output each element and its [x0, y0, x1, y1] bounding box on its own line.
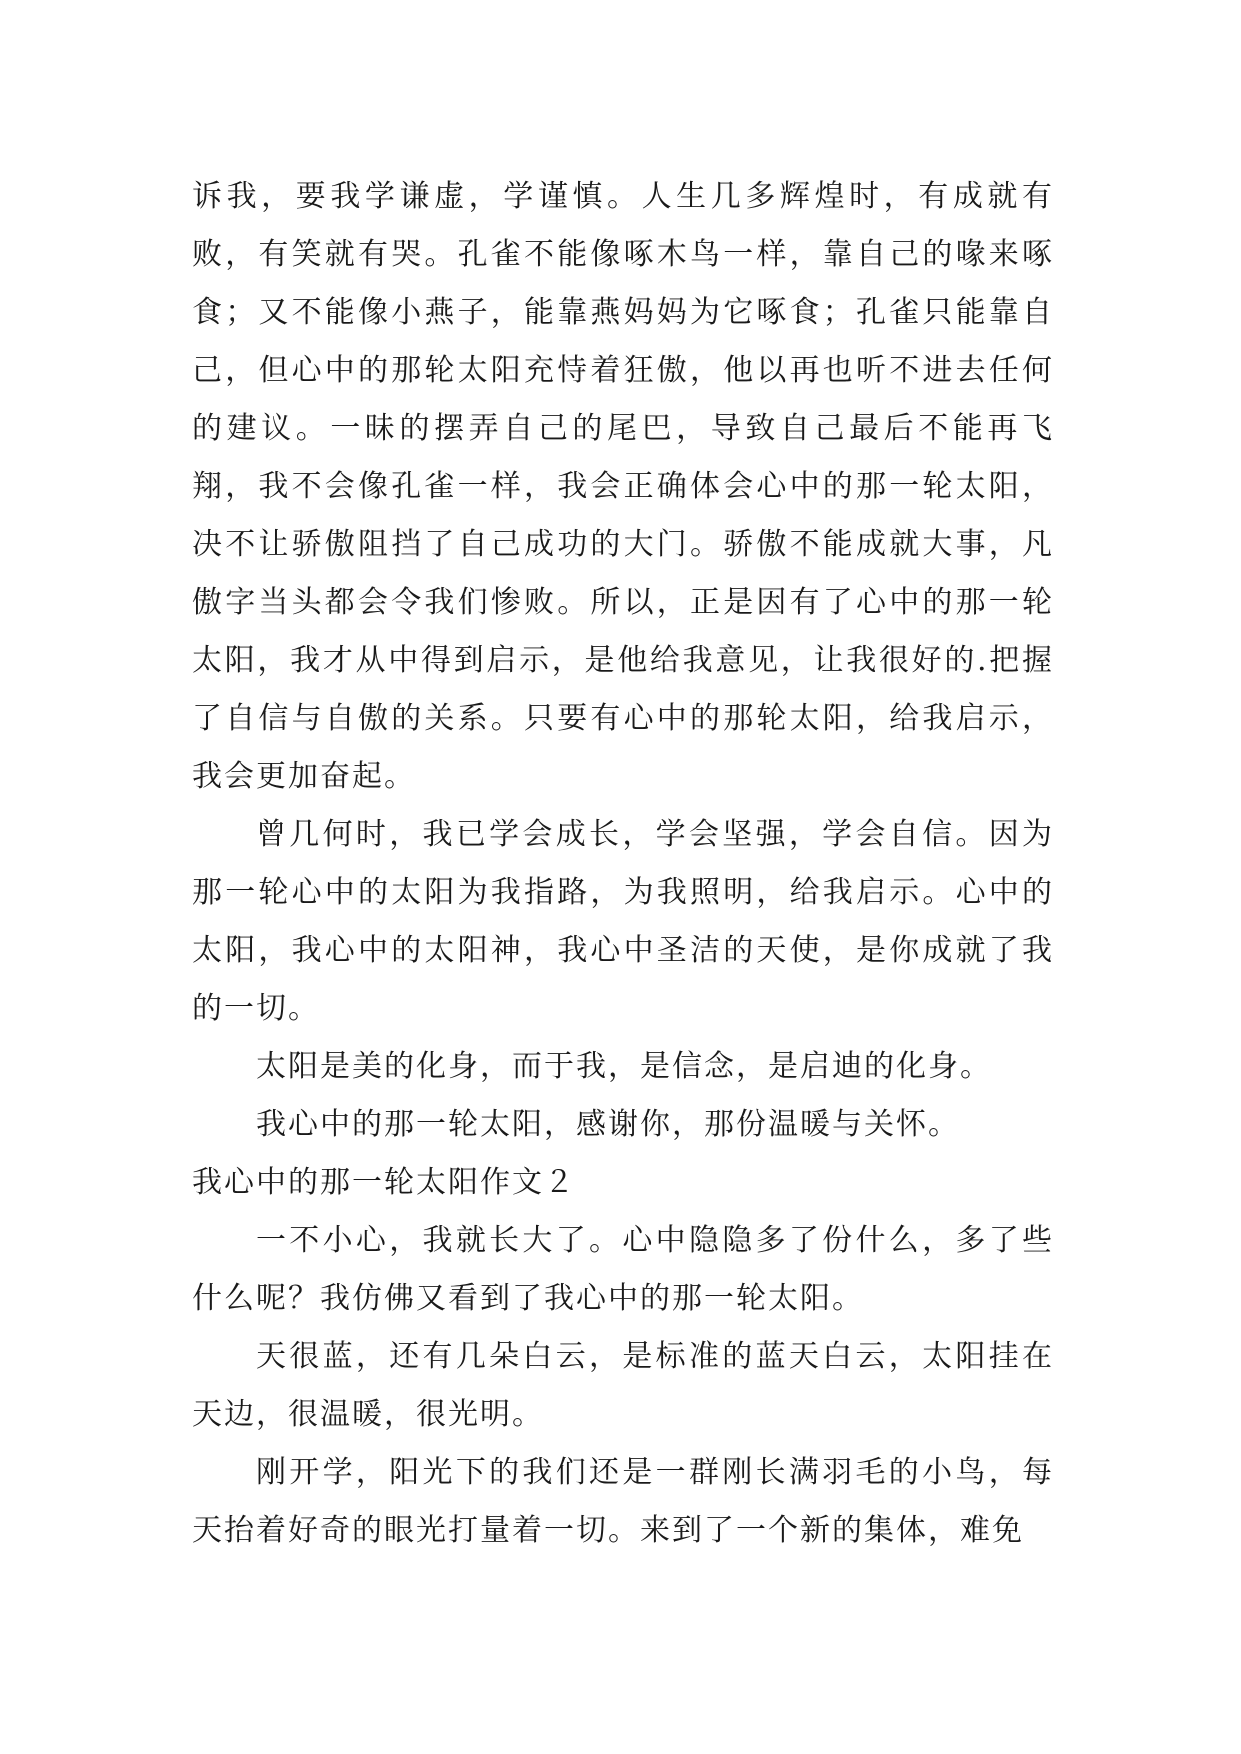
paragraph: 天很蓝，还有几朵白云，是标准的蓝天白云，太阳挂在天边，很温暖，很光明。: [192, 1339, 1054, 1432]
paragraph: 我心中的那一轮太阳，感谢你，那份温暖与关怀。: [256, 1107, 960, 1142]
paragraph-continuation: 诉我，要我学谦虚，学谨慎。人生几多辉煌时，有成就有败，有笑就有哭。孔雀不能像啄木鸟一样，靠自己的喙来啄食；又不能像小燕子，能靠燕妈妈为它啄食；孔雀只能靠自己，但心中的那轮太阳充恃着狂傲，他以再也听不进去任何的建议。一昧的摆弄自己的尾巴，导致自己最后不能再飞翔，我不会像孔雀一样，我会正确体会心中的那一轮太阳，决不让骄傲阻挡了自己成功的大门。骄傲不能成就大事，凡傲字当头都会令我们惨败。所以，正是因有了心中的那一轮太阳，我才从中得到启示，是他给我意见，让我很好的.把握了自信与自傲的关系。只要有心中的那轮太阳，给我启示，我会更加奋起。: [192, 179, 1054, 794]
paragraph: 太阳是美的化身，而于我，是信念，是启迪的化身。: [256, 1049, 992, 1084]
document-body: [192, 168, 1054, 1560]
paragraph: 曾几何时，我已学会成长，学会坚强，学会自信。因为那一轮心中的太阳为我指路，为我照明，给我启示。心中的太阳，我心中的太阳神，我心中圣洁的天使，是你成就了我的一切。: [192, 817, 1054, 1026]
section-heading: 我心中的那一轮太阳作文２: [192, 1165, 576, 1200]
paragraph: 刚开学，阳光下的我们还是一群刚长满羽毛的小鸟，每天抬着好奇的眼光打量着一切。来到了一个新的集体，难免: [192, 1455, 1054, 1548]
paragraph: 一不小心，我就长大了。心中隐隐多了份什么，多了些什么呢？我仿佛又看到了我心中的那一轮太阳。: [192, 1223, 1054, 1316]
